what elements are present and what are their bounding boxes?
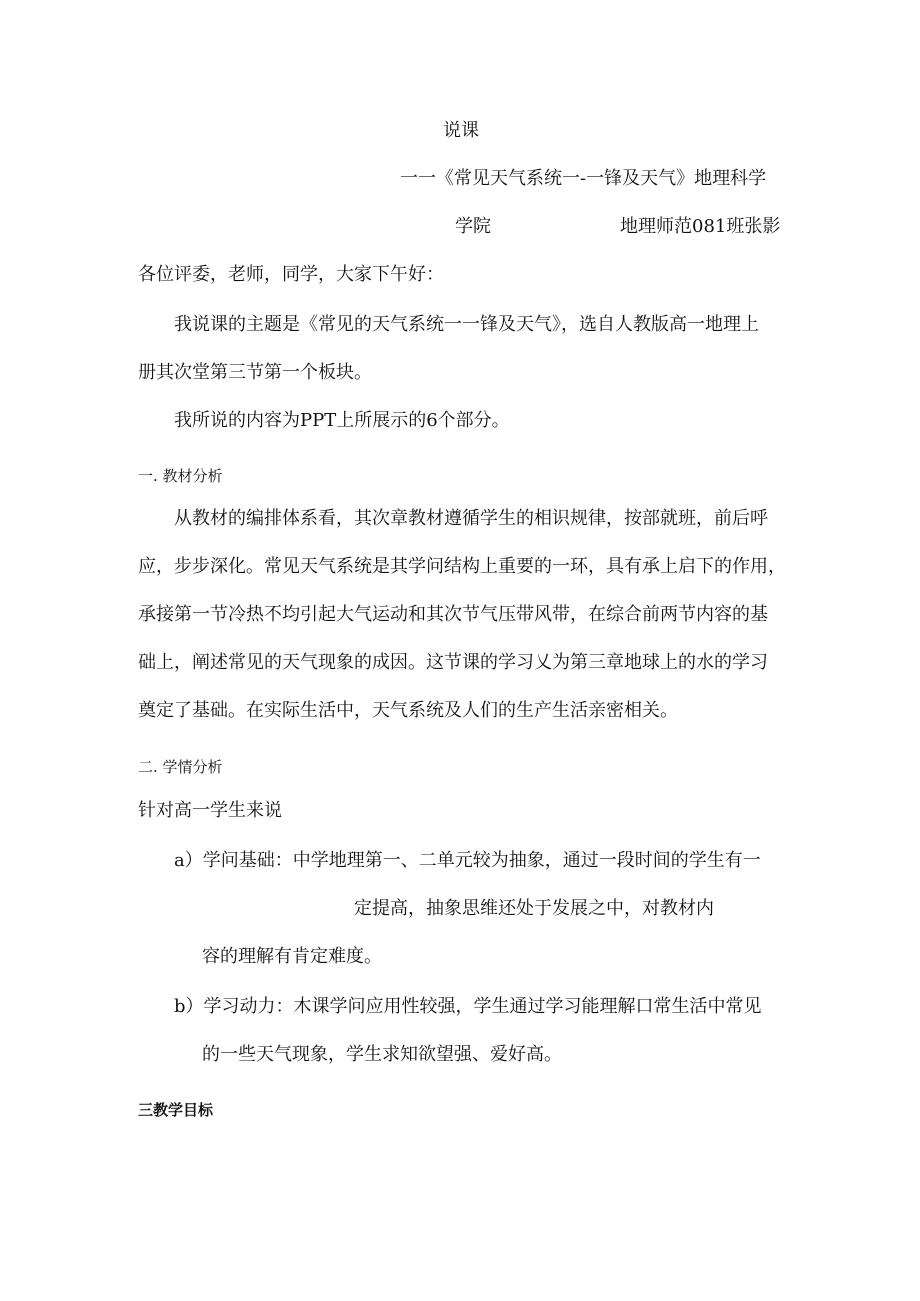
author-info: 地理师范081班张影 xyxy=(620,216,781,237)
textbook-paragraph-line: 从教材的编排体系看，其次章教材遵循学生的相识规律，按部就班，前后呼 xyxy=(174,508,768,529)
subtitle-college: 学院 xyxy=(455,216,491,237)
textbook-paragraph-line: 础上，阐述常见的天气现象的成因。这节课的学习乂为第三章地球上的水的学习 xyxy=(138,652,768,673)
item-a-line: a）学问基础：中学地理第一、二单元较为抽象，通过一段时间的学生有一 xyxy=(174,850,761,871)
item-b-line: b）学习动力：木课学问应用性较强，学生通过学习能理解口常生活中常见 xyxy=(174,996,762,1017)
intro-paragraph-line: 册其次堂第三节第一个板块。 xyxy=(138,362,372,383)
section-heading-objectives: 三教学目标 xyxy=(138,1101,214,1119)
subtitle-line: 一一《常见天气系统一-一锋及天气》地理科学 xyxy=(400,168,767,189)
intro-paragraph: 我所说的内容为PPT上所展示的6个部分。 xyxy=(174,410,510,431)
greeting: 各位评委，老师，同学，大家下午好： xyxy=(138,264,444,285)
item-a-line: 定提高，抽象思维还处于发展之中，对教材内 xyxy=(354,898,714,919)
section-heading-students: 二. 学情分析 xyxy=(138,758,223,776)
students-lead: 针对高一学生来说 xyxy=(138,800,282,821)
textbook-paragraph-line: 奠定了基础。在实际生活中，天气系统及人们的生产生活亲密相关。 xyxy=(138,700,678,721)
item-b-line: 的一些天气现象，学生求知欲望强、爱好高。 xyxy=(202,1044,562,1065)
item-a-line: 容的理解有肯定难度。 xyxy=(202,946,382,967)
section-heading-textbook: 一. 教材分析 xyxy=(138,467,223,485)
textbook-paragraph-line: 承接第一节冷热不均引起大气运动和其次节气压带风带，在综合前两节内容的基 xyxy=(138,604,768,625)
intro-paragraph-line: 我说课的主题是《常见的天气系统一一锋及天气》，选自人教版高一地理上 xyxy=(174,314,759,335)
document-title: 说课 xyxy=(443,120,479,141)
textbook-paragraph-line: 应，步步深化。常见天气系统是其学问结构上重要的一环，具有承上启下的作用， xyxy=(138,556,786,577)
